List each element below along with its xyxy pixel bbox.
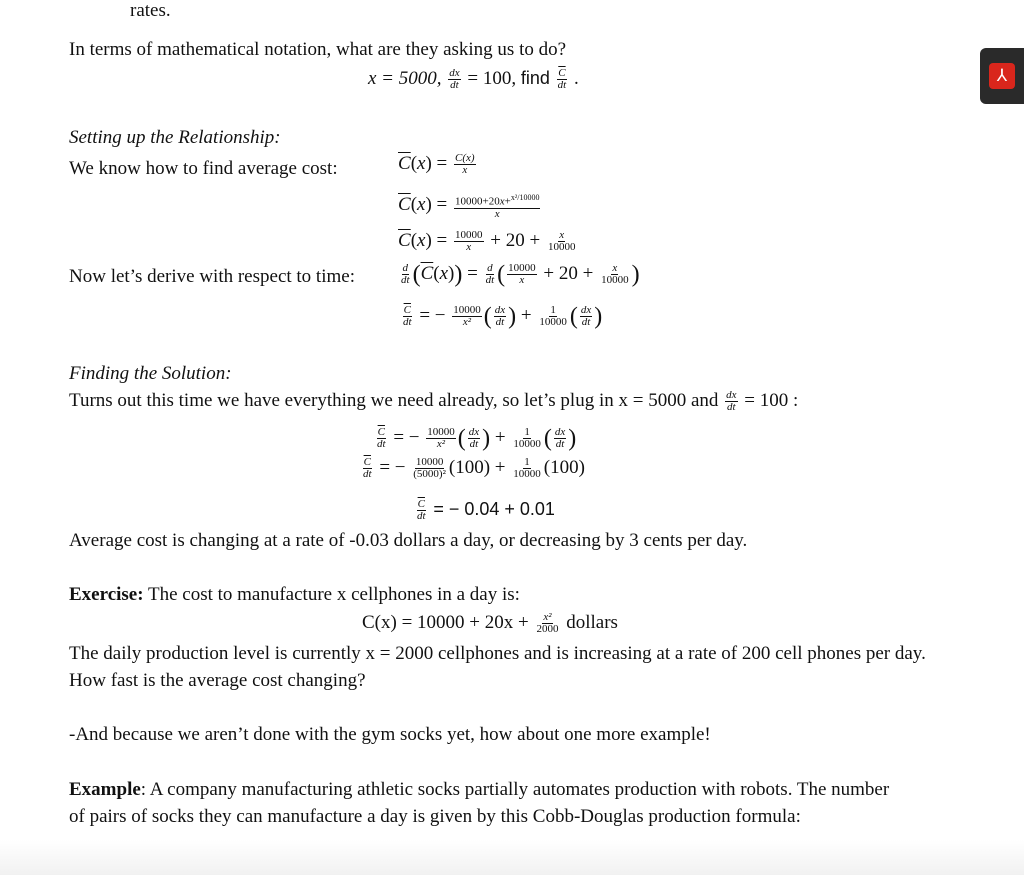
pdf-icon: ⅄ (989, 63, 1015, 89)
given-x-part: x = 5000, (368, 68, 442, 89)
exercise-line-2: The daily production level is currently x = 2000 cellphones and is increasing at a rate of 200 cell phones per day. (69, 643, 926, 664)
example-line-2: of pairs of socks they can manufacture a day is given by this Cobb-Douglas production formula: (69, 806, 801, 827)
cut-off-text-line: rates. (130, 0, 171, 21)
eq-solution-1: $\frac{\overline{C}}{dt}$ = − $\frac{10000}{\text{x²}}$ ( $\frac{dx}{dt}$ ) + $\frac{1}{10000}$ ( $\frac{dx}{dt}$ ) (377, 425, 577, 452)
eq-avg-cost-2: $\overline{C}(x)$ = $\frac{10000+20x+^{x^2/10000}}{x}$ (398, 193, 540, 220)
eq-avg-cost-1: $\overline{C}(x)$ = $\frac{C(x)}{x}$ (398, 152, 475, 177)
gym-socks-line: -And because we aren’t done with the gym socks yet, how about one more example! (69, 724, 711, 745)
setup-heading: Setting up the Relationship: (69, 127, 281, 148)
solution-intro: Turns out this time we have everything we need already, so let’s plug in x = 5000 and $\frac{dx}{dt}$ = 100 : (69, 389, 799, 414)
given-equation: x = 5000, $\frac{dx}{dt}$ = 100, find $\frac{\overline{C}}{dt}$ . (368, 67, 579, 92)
derive-label: Now let’s derive with respect to time: (69, 266, 355, 287)
avg-cost-label: We know how to find average cost: (69, 158, 338, 179)
given-rate-value: = 100, (467, 68, 517, 89)
bottom-fade (0, 840, 1024, 875)
example-label: Example (69, 779, 141, 800)
question-text: In terms of mathematical notation, what are they asking us to do? (69, 39, 567, 60)
exercise-text: Exercise: The cost to manufacture x cellphones in a day is: (69, 584, 520, 605)
pdf-tool-button[interactable] (980, 48, 1024, 104)
exercise-line-3: How fast is the average cost changing? (69, 670, 366, 691)
solution-heading: Finding the Solution: (69, 363, 232, 384)
eq-avg-cost-3: $\overline{C}(x)$ = $\frac{10000}{x}$ + 20 + $\frac{x}{10000}$ (398, 229, 576, 254)
dx-dt-fraction: $\frac{dx}{dt}$ (449, 67, 460, 92)
example-line-1: Example: A company manufacturing athletic socks partially automates production with robots. The number (69, 779, 890, 800)
eq-solution-2: $\frac{\overline{C}}{dt}$ = − $\frac{10000}{\text{(5000)²}}$ (100) + $\frac{1}{10000}$ (100) (363, 456, 585, 481)
exercise-label: Exercise: (69, 584, 144, 605)
eq-derivative-1: $\frac{d}{dt}$ $(\overline{C}(x))$ = $\frac{d}{dt}$ ( $\frac{10000}{x}$ + 20 + $\frac{x}{10000}$ ) (401, 261, 640, 288)
eq-solution-3: $\frac{\overline{C}}{dt}$ = − 0.04 + 0.01 (417, 498, 555, 523)
exercise-formula: C(x) = 10000 + 20x + $\frac{\text{x²}}{2000}$ dollars (362, 611, 618, 636)
dC-dt-fraction: $\frac{\overline{C}}{dt}$ (557, 67, 567, 92)
eq-derivative-2: $\frac{\overline{C}}{dt}$ = − $\frac{10000}{\text{x²}}$ ( $\frac{dx}{dt}$ ) + $\frac{1}{10000}$ ( $\frac{dx}{dt}$ ) (403, 303, 603, 330)
conclusion-text: Average cost is changing at a rate of -0.03 dollars a day, or decreasing by 3 cents per day. (69, 530, 748, 551)
find-word: find (520, 68, 550, 88)
